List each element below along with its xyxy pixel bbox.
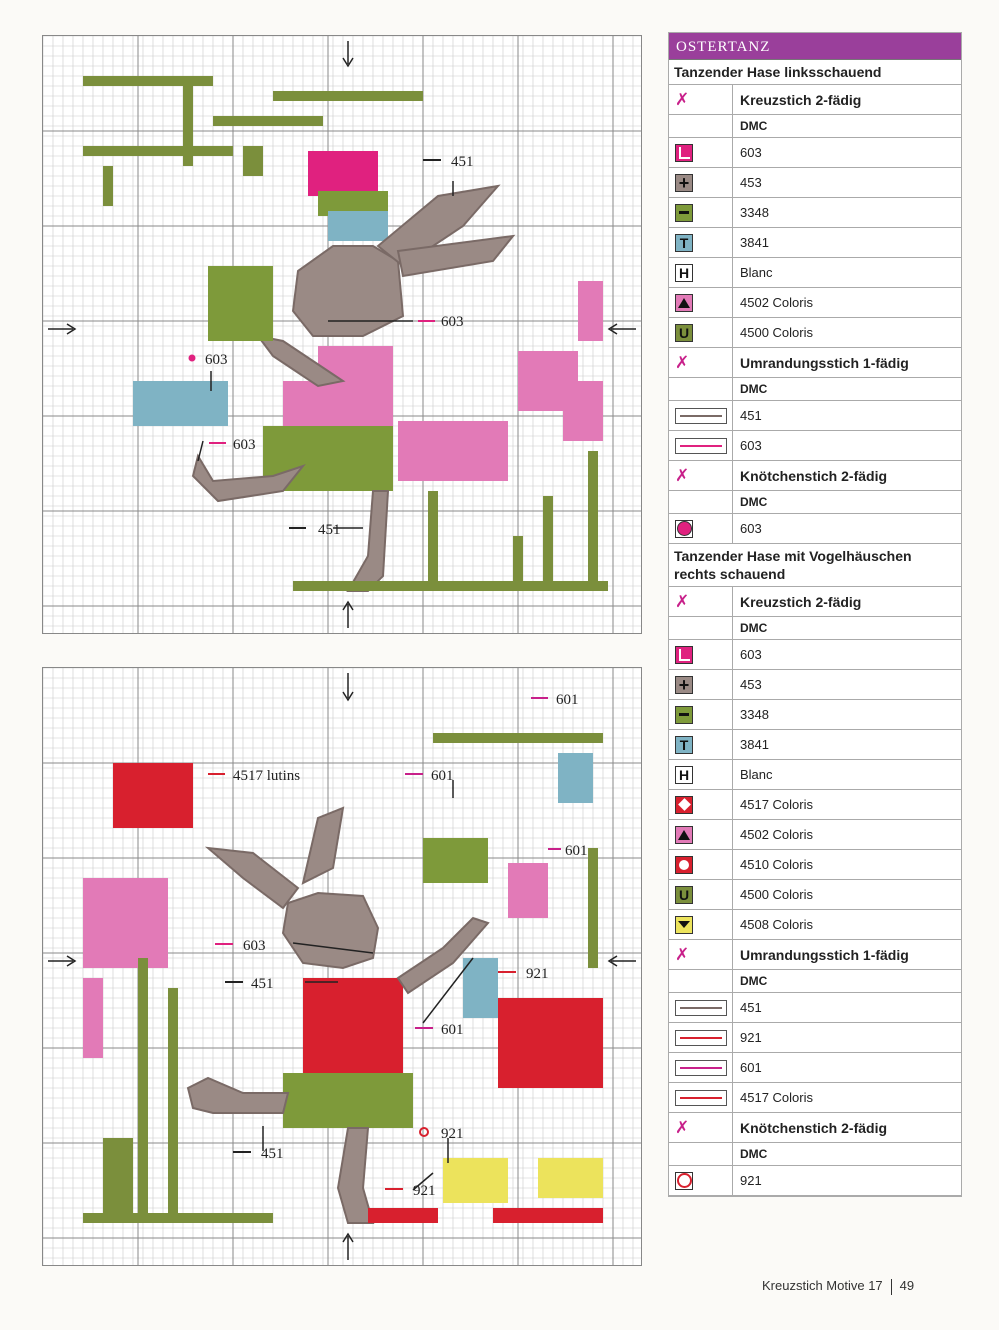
filled-circle-symbol-icon [669, 514, 733, 543]
color-code: 603 [740, 521, 762, 536]
legend-color-row [669, 168, 961, 198]
legend-color-row [669, 258, 961, 288]
color-code: 4500 Coloris [740, 325, 813, 340]
legend-color-row [669, 790, 961, 820]
triangle-symbol-icon [669, 820, 733, 849]
stitch-legend [668, 32, 962, 1197]
legend-section-title: Tanzender Hase linksschauend [669, 60, 961, 85]
circle-symbol-icon [669, 850, 733, 879]
dmc-label: DMC [740, 382, 768, 396]
stitch-type-row [669, 85, 961, 115]
line-symbol-icon [669, 1083, 733, 1112]
callout-label: 921 [413, 1183, 436, 1199]
plus-symbol-icon: + [669, 168, 733, 197]
x-mark-icon: ✗ [669, 1113, 733, 1142]
page-number: 49 [899, 1278, 915, 1293]
line-symbol-icon [669, 1053, 733, 1082]
cross-stitch-chart-right-bunny [42, 667, 642, 1266]
stitch-type-row [669, 461, 961, 491]
color-code: 603 [740, 145, 762, 160]
legend-color-row [669, 431, 961, 461]
line-symbol-icon [669, 1023, 733, 1052]
dmc-label: DMC [740, 621, 768, 635]
dmc-header-row [669, 970, 961, 993]
legend-color-row [669, 1023, 961, 1053]
triangle-symbol-icon [669, 288, 733, 317]
callout-label: 451 [451, 154, 474, 170]
legend-color-row [669, 1083, 961, 1113]
legend-title: OSTERTANZ [669, 33, 961, 60]
color-code: 4502 Coloris [740, 827, 813, 842]
stitch-type-label: Kreuzstich 2-fädig [740, 593, 862, 610]
legend-color-row [669, 640, 961, 670]
x-mark-icon: ✗ [669, 461, 733, 490]
dmc-header-row [669, 491, 961, 514]
diamond-symbol-icon [669, 790, 733, 819]
line-symbol-icon [669, 993, 733, 1022]
line-symbol-icon [669, 401, 733, 430]
color-code: 601 [740, 1060, 762, 1075]
callout-label: 921 [441, 1126, 464, 1142]
color-code: 4517 Coloris [740, 797, 813, 812]
callout-label: 601 [556, 692, 579, 708]
color-code: 451 [740, 1000, 762, 1015]
legend-color-row [669, 198, 961, 228]
u-symbol-icon: U [669, 318, 733, 347]
x-mark-icon: ✗ [669, 940, 733, 969]
dmc-label: DMC [740, 495, 768, 509]
l-symbol-icon [669, 640, 733, 669]
dmc-header-row [669, 378, 961, 401]
hourglass-symbol-icon [669, 910, 733, 939]
color-code: 453 [740, 677, 762, 692]
x-mark-icon: ✗ [669, 348, 733, 377]
color-code: 603 [740, 647, 762, 662]
legend-color-row [669, 1053, 961, 1083]
color-code: 453 [740, 175, 762, 190]
callout-label: 601 [565, 843, 588, 859]
color-code: 3841 [740, 737, 769, 752]
color-code: 4510 Coloris [740, 857, 813, 872]
color-code: 3841 [740, 235, 769, 250]
color-code: Blanc [740, 767, 773, 782]
callout-label: 451 [261, 1146, 284, 1162]
u-symbol-icon: U [669, 880, 733, 909]
open-circle-symbol-icon [669, 1166, 733, 1195]
dmc-header-row [669, 617, 961, 640]
callout-label: 451 [318, 522, 341, 538]
chart-drawing [43, 668, 641, 1265]
callout-label: 601 [431, 768, 454, 784]
callout-label: 603 [205, 352, 228, 368]
callout-label: 603 [243, 938, 266, 954]
color-code: 4502 Coloris [740, 295, 813, 310]
legend-color-row [669, 228, 961, 258]
x-mark-icon: ✗ [669, 587, 733, 616]
legend-color-row [669, 850, 961, 880]
dmc-label: DMC [740, 1147, 768, 1161]
color-code: 4508 Coloris [740, 917, 813, 932]
legend-color-row [669, 670, 961, 700]
color-code: 4500 Coloris [740, 887, 813, 902]
stitch-type-label: Kreuzstich 2-fädig [740, 91, 862, 108]
stitch-type-label: Umrandungsstich 1-fädig [740, 354, 909, 371]
legend-color-row [669, 820, 961, 850]
color-code: 4517 Coloris [740, 1090, 813, 1105]
color-code: 3348 [740, 205, 769, 220]
stitch-type-row [669, 1113, 961, 1143]
legend-color-row [669, 910, 961, 940]
legend-color-row [669, 993, 961, 1023]
callout-label: 601 [441, 1022, 464, 1038]
minus-symbol-icon [669, 700, 733, 729]
callout-label: 4517 lutins [233, 768, 301, 784]
h-symbol-icon: H [669, 258, 733, 287]
legend-color-row [669, 288, 961, 318]
legend-color-row [669, 730, 961, 760]
callout-label: 451 [251, 976, 274, 992]
h-symbol-icon: H [669, 760, 733, 789]
legend-color-row [669, 880, 961, 910]
page-footer [762, 1278, 914, 1295]
t-symbol-icon: T [669, 228, 733, 257]
stitch-type-row [669, 348, 961, 378]
stitch-type-row [669, 940, 961, 970]
legend-color-row [669, 514, 961, 544]
color-code: 603 [740, 438, 762, 453]
callout-label: 603 [233, 437, 256, 453]
dmc-label: DMC [740, 119, 768, 133]
color-code: 3348 [740, 707, 769, 722]
color-code: 921 [740, 1173, 762, 1188]
stitch-type-label: Umrandungsstich 1-fädig [740, 946, 909, 963]
chart-drawing [43, 36, 641, 633]
cross-stitch-chart-left-bunny [42, 35, 642, 634]
footer-divider [891, 1279, 892, 1295]
color-code: 921 [740, 1030, 762, 1045]
t-symbol-icon: T [669, 730, 733, 759]
callout-label: 921 [526, 966, 549, 982]
dmc-header-row [669, 1143, 961, 1166]
minus-symbol-icon [669, 198, 733, 227]
stitch-type-row [669, 587, 961, 617]
legend-color-row [669, 401, 961, 431]
color-code: 451 [740, 408, 762, 423]
plus-symbol-icon: + [669, 670, 733, 699]
stitch-type-label: Knötchenstich 2-fädig [740, 1119, 888, 1136]
stitch-type-label: Knötchenstich 2-fädig [740, 467, 888, 484]
legend-color-row [669, 318, 961, 348]
x-mark-icon: ✗ [669, 85, 733, 114]
color-code: Blanc [740, 265, 773, 280]
line-symbol-icon [669, 431, 733, 460]
dmc-header-row [669, 115, 961, 138]
l-symbol-icon [669, 138, 733, 167]
book-title: Kreuzstich Motive 17 [762, 1278, 883, 1293]
legend-color-row [669, 760, 961, 790]
legend-color-row [669, 700, 961, 730]
callout-label: 603 [441, 314, 464, 330]
legend-color-row [669, 138, 961, 168]
legend-color-row [669, 1166, 961, 1196]
dmc-label: DMC [740, 974, 768, 988]
legend-section-title: Tanzender Hase mit Vogelhäuschen rechts schauend [669, 544, 961, 587]
